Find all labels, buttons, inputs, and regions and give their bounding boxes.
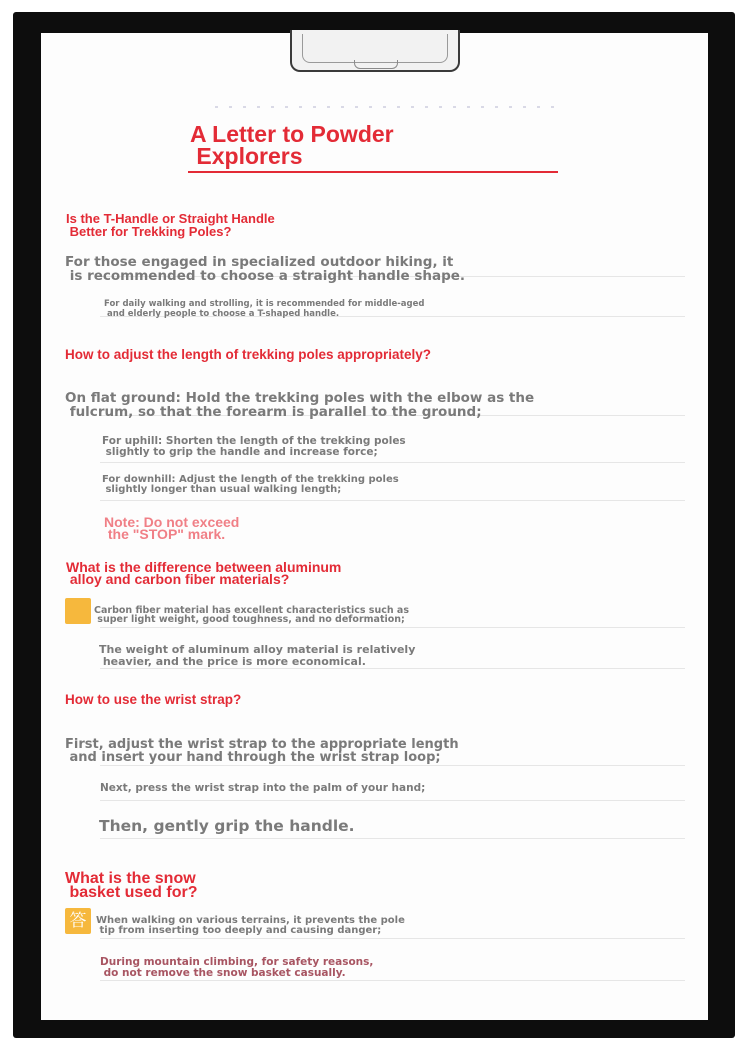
document-title: A Letter to Powder Explorers bbox=[190, 121, 394, 169]
divider bbox=[100, 980, 685, 981]
answer-badge-icon: 答 bbox=[65, 908, 91, 934]
answer-text: For daily walking and strolling, it is recommended for middle-aged and elderly people to choose a T-shaped handle. bbox=[104, 299, 425, 319]
note-text: Note: Do not exceed the "STOP" mark. bbox=[104, 514, 240, 542]
divider bbox=[100, 627, 685, 628]
answer-text: For downhill: Adjust the length of the trekking poles slightly longer than usual walking length; bbox=[102, 474, 399, 495]
answer-text: The weight of aluminum alloy material is relatively heavier, and the price is more economical. bbox=[99, 643, 416, 668]
section-question: What is the difference between aluminum alloy and carbon fiber materials? bbox=[66, 559, 342, 587]
divider bbox=[100, 500, 685, 501]
title-underline bbox=[188, 171, 558, 173]
section-question: What is the snow basket used for? bbox=[65, 870, 198, 901]
divider bbox=[100, 838, 685, 839]
answer-text: For uphill: Shorten the length of the trekking poles slightly to grip the handle and increase force; bbox=[102, 435, 406, 458]
clip-inner-outline bbox=[302, 34, 448, 63]
answer-text: Next, press the wrist strap into the palm of your hand; bbox=[100, 782, 426, 794]
answer-text: On flat ground: Hold the trekking poles with the elbow as the fulcrum, so that the forearm is parallel to the ground; bbox=[65, 390, 535, 420]
divider bbox=[100, 800, 685, 801]
answer-text: When walking on various terrains, it prevents the pole tip from inserting too deeply and causing danger; bbox=[96, 915, 405, 936]
divider bbox=[100, 462, 685, 463]
answer-text: Then, gently grip the handle. bbox=[99, 817, 355, 835]
clipboard-clip bbox=[290, 30, 460, 72]
square-badge-icon bbox=[65, 598, 91, 624]
section-question: Is the T-Handle or Straight Handle Better for Trekking Poles? bbox=[66, 211, 275, 239]
section-question: How to adjust the length of trekking poles appropriately? bbox=[65, 347, 432, 362]
divider bbox=[100, 668, 685, 669]
clip-notch bbox=[354, 60, 398, 69]
divider bbox=[100, 938, 685, 939]
answer-text: During mountain climbing, for safety reasons, do not remove the snow basket casually. bbox=[100, 956, 374, 979]
title-decoration bbox=[215, 106, 555, 108]
divider bbox=[100, 765, 685, 766]
answer-text: For those engaged in specialized outdoor hiking, it is recommended to choose a straight handle shape. bbox=[65, 254, 466, 284]
answer-text: Carbon fiber material has excellent characteristics such as super light weight, good toughness, and no deformation; bbox=[94, 605, 409, 625]
answer-text: First, adjust the wrist strap to the appropriate length and insert your hand through the wrist strap loop; bbox=[65, 737, 459, 765]
section-question: How to use the wrist strap? bbox=[65, 692, 242, 707]
